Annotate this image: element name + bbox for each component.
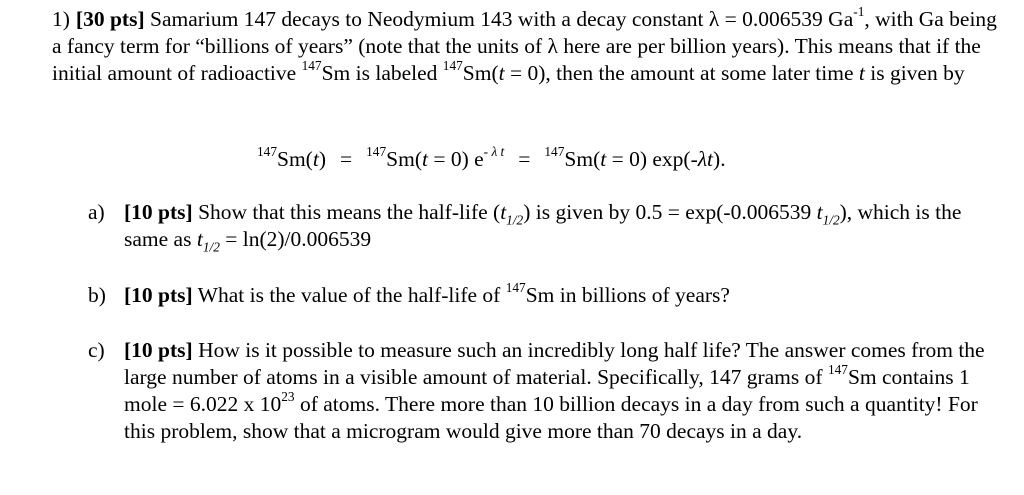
- part-text: Show that this means the half-life (: [192, 200, 501, 224]
- intro-text: , with Ga being a fancy term for “billions of years” (note that the units of: [52, 7, 997, 58]
- intro-text: here are per billion years). This means that if the initial amount of radioactive: [52, 34, 981, 85]
- lambda-value: = 0.006539 Ga: [719, 7, 854, 31]
- eq-term: ): [318, 147, 326, 171]
- equals-sign: =: [340, 147, 353, 171]
- part-text: Sm contains 1 mole = 6.022 x 10: [124, 365, 970, 416]
- t-half-subscript: 1/2: [506, 212, 524, 228]
- eq-term: Sm(: [564, 147, 601, 171]
- sm-symbol: Sm: [321, 61, 351, 85]
- part-label: a): [88, 200, 105, 224]
- eq-lambda-t: λt: [697, 147, 714, 171]
- part-text: What is the value of the half-life of: [192, 283, 506, 307]
- equals-sign: =: [518, 147, 531, 171]
- t-half-subscript: 1/2: [822, 212, 840, 228]
- part-body: [124, 199, 988, 253]
- sm-mass-number: 147: [301, 57, 322, 73]
- eq-term: Sm(: [386, 147, 422, 171]
- t-half: t: [196, 227, 203, 251]
- eq-mass-number: 147: [366, 143, 387, 159]
- intro-text: is given by: [864, 61, 965, 85]
- part-label: b): [88, 283, 106, 307]
- intro-text: is labeled: [350, 61, 443, 85]
- part-text: of atoms. There more than 10 billion decays in a day from such a quantity! For this problem, show that a microgram would give more than 70 decays in a day.: [124, 392, 978, 443]
- lambda-symbol: λ: [708, 7, 720, 31]
- sm-mass-number: 147: [442, 57, 463, 73]
- sm-mass-number: 147: [505, 279, 526, 295]
- part-text: How is it possible to measure such an incredibly long half life? The answer comes from the large number of atoms in a visible amount of material. Specifically, 147 grams of: [124, 338, 985, 389]
- eq-t-variable: t: [600, 147, 607, 171]
- problem-number: 1): [52, 7, 70, 31]
- t-half: t: [500, 200, 507, 224]
- eq-mass-number: 147: [544, 143, 565, 159]
- intro-text: = 0), then the amount at some later time: [504, 61, 859, 85]
- eq-mass-number: 147: [257, 143, 277, 159]
- t-half-subscript: 1/2: [202, 239, 220, 255]
- eq-term: = 0) e: [427, 147, 484, 171]
- part-points: [10 pts]: [124, 338, 193, 362]
- t-variable: t: [498, 61, 505, 85]
- decay-equation: [257, 143, 726, 173]
- intro-text: Samarium 147 decays to Neodymium 143 with a decay constant: [149, 7, 709, 31]
- part-b: [88, 279, 988, 309]
- sm-label: Sm(: [462, 61, 499, 85]
- part-c: [88, 337, 988, 445]
- sm-mass-number: 147: [827, 361, 848, 377]
- t-half: t: [816, 200, 823, 224]
- problem-1: [52, 3, 1002, 87]
- t-variable: t: [858, 61, 865, 85]
- part-label: c): [88, 338, 105, 362]
- eq-exponent: - λ t: [483, 143, 505, 159]
- avogadro-exponent: 23: [281, 388, 295, 404]
- eq-term: Sm(: [277, 147, 313, 171]
- part-text: ), which is the same as: [124, 200, 962, 251]
- lambda-symbol: λ: [547, 34, 558, 58]
- part-body: [124, 279, 988, 309]
- part-a: [88, 199, 988, 253]
- part-points: [10 pts]: [124, 283, 193, 307]
- eq-term: = 0) exp(-: [606, 147, 698, 171]
- part-text: ) is given by 0.5 = exp(-0.006539: [523, 200, 817, 224]
- part-body: [124, 337, 988, 445]
- eq-t-variable: t: [421, 147, 428, 171]
- part-text: = ln(2)/0.006539: [219, 227, 372, 251]
- part-text: Sm in billions of years?: [525, 283, 730, 307]
- eq-t-variable: t: [312, 147, 319, 171]
- part-points: [10 pts]: [124, 200, 193, 224]
- problem-points: [30 pts]: [75, 7, 145, 31]
- problem-intro: [52, 3, 1002, 87]
- eq-term: ).: [713, 147, 726, 171]
- lambda-unit-exponent: -1: [853, 3, 865, 19]
